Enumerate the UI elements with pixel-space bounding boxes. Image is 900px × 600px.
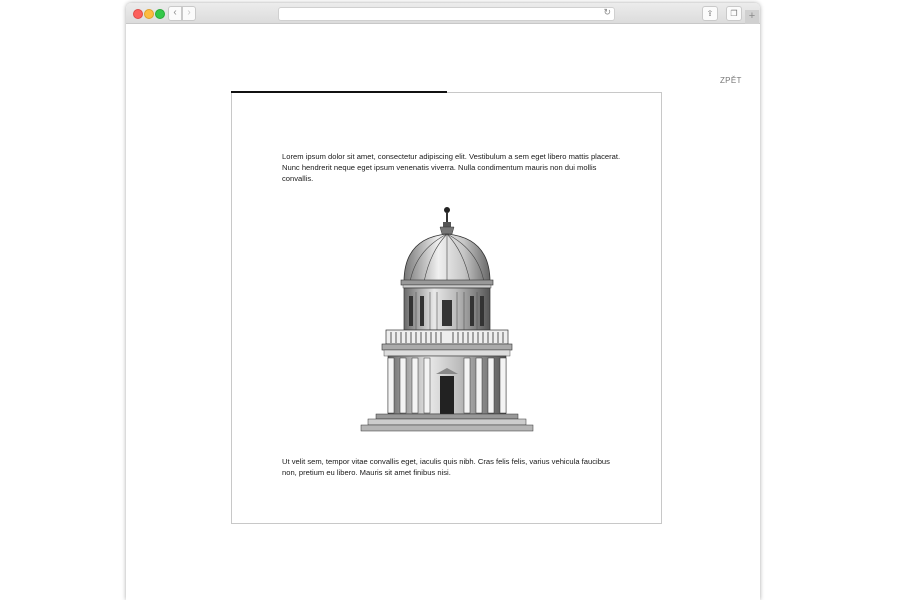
intro-paragraph: Lorem ipsum dolor sit amet, consectetur adipiscing elit. Vestibulum a sem eget libero mattis placerat. Nunc hendrerit neque eget ipsum venenatis viverra. Nulla condimentum mauris non dui mollis convallis. <box>282 152 621 184</box>
chevron-left-icon: ‹ <box>173 7 177 18</box>
minimize-window-button[interactable] <box>144 9 154 19</box>
plus-icon: + <box>748 10 756 22</box>
zoom-window-button[interactable] <box>155 9 165 19</box>
closing-paragraph: Ut velit sem, tempor vitae convallis eget, iaculis quis nibh. Cras felis felis, varius vehicula faucibus non, pretium eu libero. Mauris sit amet finibus nisi. <box>282 457 610 478</box>
tabs-icon: ❐ <box>730 9 738 18</box>
back-button[interactable] <box>168 6 182 21</box>
back-link[interactable]: ZPĚT <box>720 76 742 85</box>
new-tab-button[interactable] <box>745 10 759 24</box>
chevron-right-icon: › <box>187 7 191 18</box>
share-button[interactable] <box>702 6 718 21</box>
reload-icon[interactable]: ↻ <box>603 7 611 17</box>
close-window-button[interactable] <box>133 9 143 19</box>
reading-progress-bar <box>231 91 447 93</box>
share-icon: ⇪ <box>706 9 714 18</box>
browser-toolbar <box>126 3 760 24</box>
tempietto-dome-illustration <box>358 200 536 434</box>
forward-button[interactable] <box>182 6 196 21</box>
address-bar[interactable] <box>278 7 615 21</box>
tabs-button[interactable] <box>726 6 742 21</box>
